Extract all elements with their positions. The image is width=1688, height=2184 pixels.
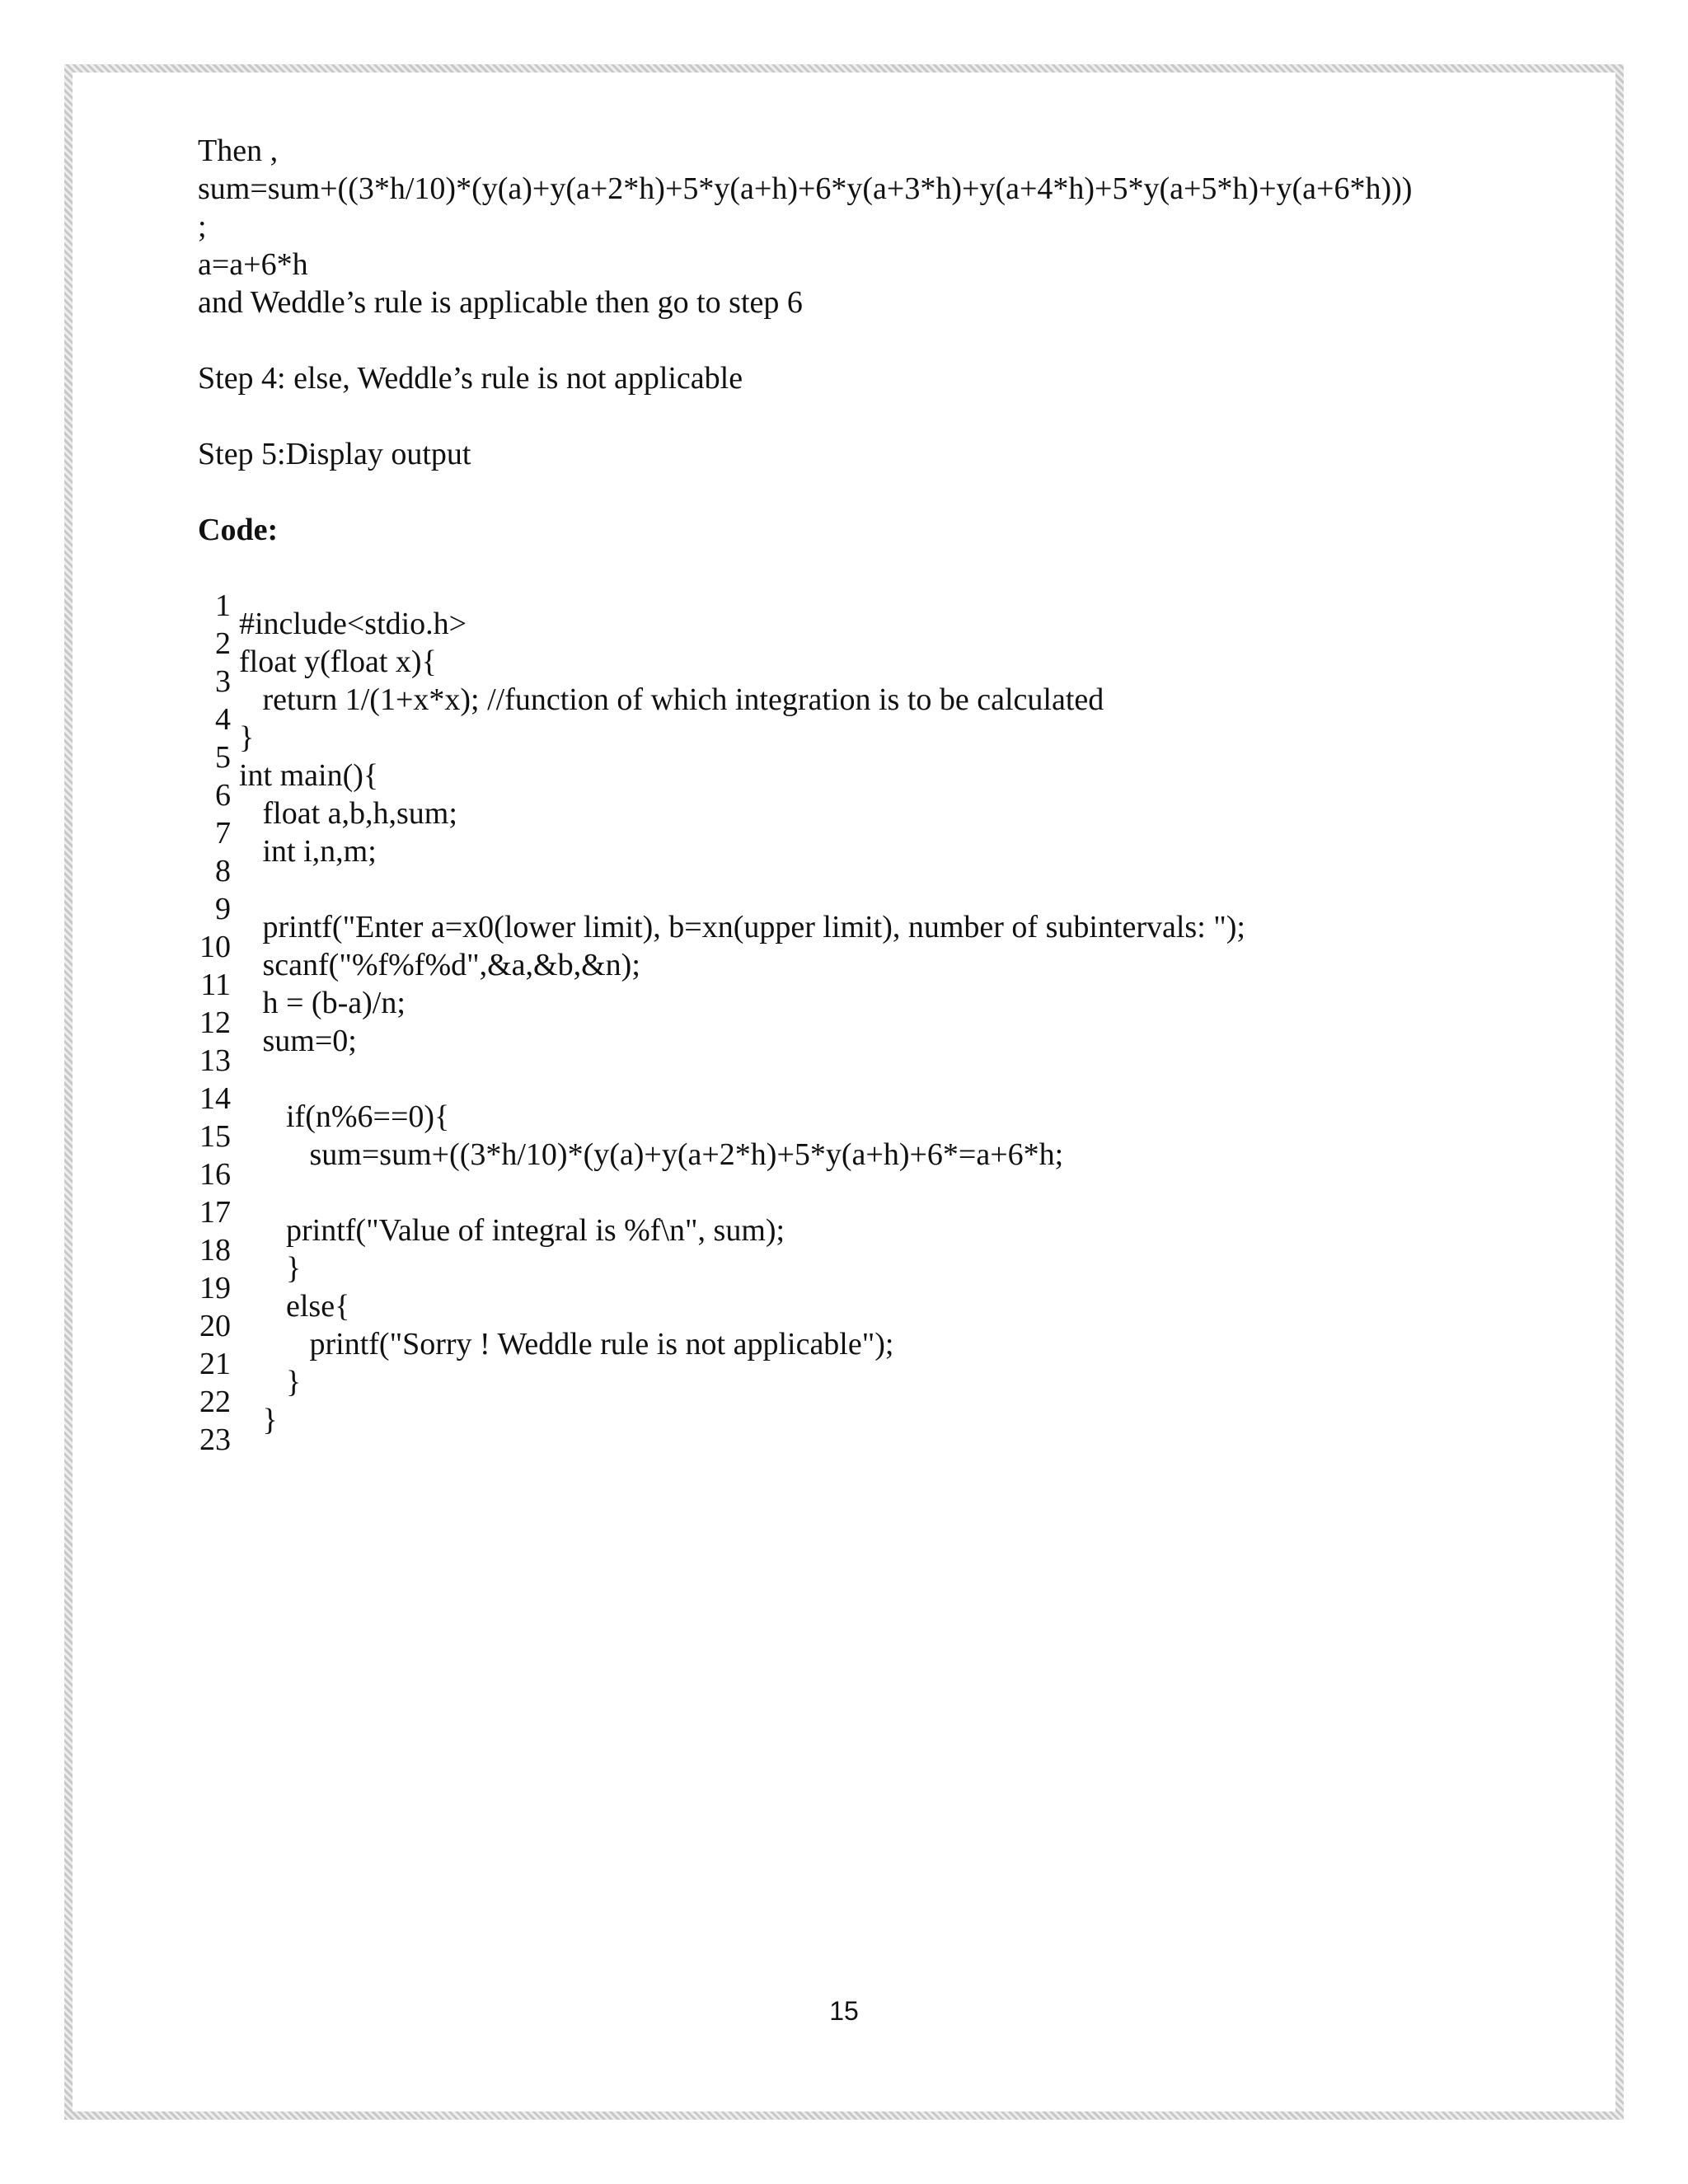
code-line: #include<stdio.h> xyxy=(239,607,467,641)
semicolon-line: ; xyxy=(198,209,207,244)
code-line: } xyxy=(239,720,255,755)
code-line: int i,n,m; xyxy=(239,834,377,869)
code-line: float a,b,h,sum; xyxy=(239,796,457,831)
page-number: 15 xyxy=(829,1996,859,2026)
goto-step-line: and Weddle’s rule is applicable then go to step 6 xyxy=(198,285,803,320)
line-number: 16 xyxy=(199,1157,231,1192)
line-number: 18 xyxy=(199,1233,231,1268)
code-lines xyxy=(239,605,1245,1439)
line-number: 6 xyxy=(215,778,231,813)
line-number: 1 xyxy=(215,588,231,623)
code-line: sum=sum+((3*h/10)*(y(a)+y(a+2*h)+5*y(a+h)+6*=a+6*h; xyxy=(239,1137,1064,1172)
line-number: 8 xyxy=(215,854,231,888)
line-number: 14 xyxy=(199,1081,231,1116)
code-line: } xyxy=(239,1251,302,1286)
line-number: 9 xyxy=(215,892,231,926)
code-line: printf("Sorry ! Weddle rule is not applicable"); xyxy=(239,1327,894,1361)
code-line: return 1/(1+x*x); //function of which integration is to be calculated xyxy=(239,682,1104,717)
code-line: sum=0; xyxy=(239,1024,357,1058)
code-line: } xyxy=(239,1403,278,1437)
code-line: scanf("%f%f%d",&a,&b,&n); xyxy=(239,948,640,982)
line-number: 20 xyxy=(199,1309,231,1343)
code-line: int main(){ xyxy=(239,758,379,793)
code-line xyxy=(239,1174,1245,1212)
line-number: 17 xyxy=(199,1195,231,1230)
line-number: 4 xyxy=(215,702,231,737)
code-line: else{ xyxy=(239,1289,350,1324)
step-4: Step 4: else, Weddle’s rule is not applicable xyxy=(198,361,743,396)
line-number: 7 xyxy=(215,816,231,851)
line-number: 19 xyxy=(199,1271,231,1305)
then-line: Then , xyxy=(198,134,279,168)
line-number: 5 xyxy=(215,740,231,775)
document-content xyxy=(198,132,1533,1457)
line-number: 21 xyxy=(199,1347,231,1381)
code-line: } xyxy=(239,1365,302,1399)
line-number: 11 xyxy=(200,968,231,1002)
line-number: 2 xyxy=(215,626,231,661)
line-number: 23 xyxy=(199,1422,231,1457)
line-number: 10 xyxy=(199,930,231,964)
line-numbers xyxy=(198,587,231,1459)
code-heading: Code: xyxy=(198,513,279,547)
code-line: float y(float x){ xyxy=(239,644,437,679)
code-line: h = (b-a)/n; xyxy=(239,986,406,1020)
line-number: 3 xyxy=(215,664,231,699)
sum-formula: sum=sum+((3*h/10)*(y(a)+y(a+2*h)+5*y(a+h)+6*y(a+3*h)+y(a+4*h)+5*y(a+5*h)+y(a+6*h))) xyxy=(198,171,1413,206)
code-line: printf("Value of integral is %f\n", sum); xyxy=(239,1213,785,1248)
code-line xyxy=(239,870,1245,908)
a-update-line: a=a+6*h xyxy=(198,247,308,282)
code-line: if(n%6==0){ xyxy=(239,1099,450,1134)
code-line: printf("Enter a=x0(lower limit), b=xn(upper limit), number of subintervals: "); xyxy=(239,910,1245,944)
line-number: 13 xyxy=(199,1043,231,1078)
code-line xyxy=(239,1060,1245,1098)
step-5: Step 5:Display output xyxy=(198,437,471,471)
line-number: 15 xyxy=(199,1119,231,1154)
line-number: 22 xyxy=(199,1385,231,1419)
code-block xyxy=(198,587,1533,1457)
line-number: 12 xyxy=(199,1005,231,1040)
